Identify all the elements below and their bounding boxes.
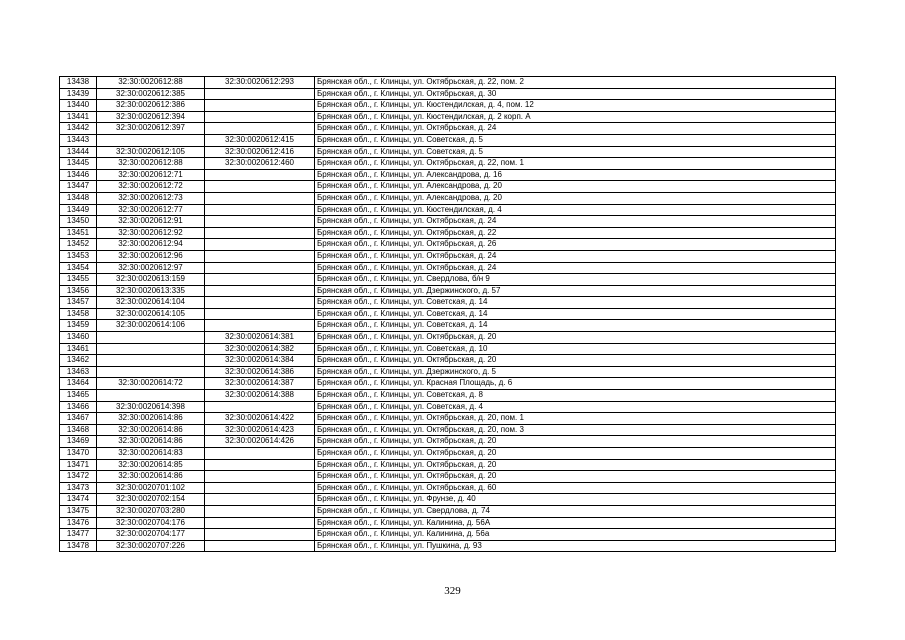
address-cell: Брянская обл., г. Клинцы, ул. Октябрьская, д. 24 — [315, 262, 836, 274]
record-number-cell: 13456 — [60, 285, 97, 297]
record-number-cell: 13469 — [60, 436, 97, 448]
address-cell: Брянская обл., г. Клинцы, ул. Октябрьская, д. 20, пом. 1 — [315, 413, 836, 425]
table-row — [60, 169, 836, 181]
parcel-cadastral-number-cell: 32:30:0020612:94 — [97, 239, 205, 251]
table-row — [60, 123, 836, 135]
table-row — [60, 332, 836, 344]
table-row — [60, 355, 836, 367]
record-number-cell: 13462 — [60, 355, 97, 367]
object-cadastral-number-cell: 32:30:0020614:387 — [205, 378, 315, 390]
table-row — [60, 192, 836, 204]
parcel-cadastral-number-cell: 32:30:0020612:88 — [97, 158, 205, 170]
table-row — [60, 540, 836, 552]
record-number-cell: 13446 — [60, 169, 97, 181]
address-cell: Брянская обл., г. Клинцы, ул. Дзержинского, д. 57 — [315, 285, 836, 297]
parcel-cadastral-number-cell: 32:30:0020707:226 — [97, 540, 205, 552]
record-number-cell: 13460 — [60, 332, 97, 344]
object-cadastral-number-cell: 32:30:0020614:388 — [205, 390, 315, 402]
parcel-cadastral-number-cell: 32:30:0020612:72 — [97, 181, 205, 193]
object-cadastral-number-cell: 32:30:0020614:382 — [205, 343, 315, 355]
table-row — [60, 413, 836, 425]
address-cell: Брянская обл., г. Клинцы, ул. Октябрьская, д. 20 — [315, 332, 836, 344]
address-cell: Брянская обл., г. Клинцы, ул. Александрова, д. 16 — [315, 169, 836, 181]
parcel-cadastral-number-cell: 32:30:0020701:102 — [97, 482, 205, 494]
parcel-cadastral-number-cell: 32:30:0020614:104 — [97, 297, 205, 309]
address-cell: Брянская обл., г. Клинцы, ул. Калинина, д. 56А — [315, 517, 836, 529]
address-cell: Брянская обл., г. Клинцы, ул. Октябрьская, д. 20, пом. 3 — [315, 424, 836, 436]
record-number-cell: 13465 — [60, 390, 97, 402]
object-cadastral-number-cell — [205, 192, 315, 204]
record-number-cell: 13438 — [60, 77, 97, 89]
table-row — [60, 471, 836, 483]
object-cadastral-number-cell — [205, 169, 315, 181]
parcel-cadastral-number-cell: 32:30:0020612:73 — [97, 192, 205, 204]
address-cell: Брянская обл., г. Клинцы, ул. Кюстендилская, д. 2 корп. А — [315, 111, 836, 123]
parcel-cadastral-number-cell: 32:30:0020612:96 — [97, 250, 205, 262]
object-cadastral-number-cell — [205, 448, 315, 460]
table-row — [60, 239, 836, 251]
object-cadastral-number-cell — [205, 401, 315, 413]
object-cadastral-number-cell — [205, 285, 315, 297]
table-row — [60, 517, 836, 529]
parcel-cadastral-number-cell: 32:30:0020704:176 — [97, 517, 205, 529]
address-cell: Брянская обл., г. Клинцы, ул. Октябрьская, д. 22, пом. 1 — [315, 158, 836, 170]
object-cadastral-number-cell — [205, 216, 315, 228]
object-cadastral-number-cell — [205, 494, 315, 506]
parcel-cadastral-number-cell: 32:30:0020612:91 — [97, 216, 205, 228]
address-cell: Брянская обл., г. Клинцы, ул. Октябрьская, д. 26 — [315, 239, 836, 251]
record-number-cell: 13461 — [60, 343, 97, 355]
object-cadastral-number-cell: 32:30:0020614:422 — [205, 413, 315, 425]
object-cadastral-number-cell — [205, 111, 315, 123]
parcel-cadastral-number-cell: 32:30:0020612:385 — [97, 88, 205, 100]
parcel-cadastral-number-cell: 32:30:0020614:83 — [97, 448, 205, 460]
record-number-cell: 13474 — [60, 494, 97, 506]
record-number-cell: 13442 — [60, 123, 97, 135]
address-cell: Брянская обл., г. Клинцы, ул. Советская, д. 5 — [315, 134, 836, 146]
table-row — [60, 297, 836, 309]
record-number-cell: 13455 — [60, 274, 97, 286]
address-cell: Брянская обл., г. Клинцы, ул. Октябрьская, д. 24 — [315, 123, 836, 135]
object-cadastral-number-cell: 32:30:0020614:384 — [205, 355, 315, 367]
address-cell: Брянская обл., г. Клинцы, ул. Октябрьская, д. 20 — [315, 459, 836, 471]
cadastral-table — [59, 76, 836, 552]
table-row — [60, 77, 836, 89]
table-row — [60, 146, 836, 158]
record-number-cell: 13475 — [60, 505, 97, 517]
table-row — [60, 378, 836, 390]
page-number: 329 — [444, 585, 461, 597]
parcel-cadastral-number-cell: 32:30:0020704:177 — [97, 529, 205, 541]
object-cadastral-number-cell — [205, 320, 315, 332]
parcel-cadastral-number-cell: 32:30:0020612:88 — [97, 77, 205, 89]
parcel-cadastral-number-cell: 32:30:0020612:386 — [97, 100, 205, 112]
object-cadastral-number-cell — [205, 262, 315, 274]
table-row — [60, 274, 836, 286]
address-cell: Брянская обл., г. Клинцы, ул. Октябрьская, д. 22 — [315, 227, 836, 239]
object-cadastral-number-cell — [205, 308, 315, 320]
table-row — [60, 250, 836, 262]
record-number-cell: 13471 — [60, 459, 97, 471]
object-cadastral-number-cell: 32:30:0020612:460 — [205, 158, 315, 170]
table-row — [60, 424, 836, 436]
table-row — [60, 401, 836, 413]
object-cadastral-number-cell — [205, 297, 315, 309]
record-number-cell: 13445 — [60, 158, 97, 170]
table-body — [60, 77, 836, 552]
parcel-cadastral-number-cell: 32:30:0020613:335 — [97, 285, 205, 297]
parcel-cadastral-number-cell: 32:30:0020612:71 — [97, 169, 205, 181]
table-row — [60, 100, 836, 112]
address-cell: Брянская обл., г. Клинцы, ул. Свердлова, б/н 9 — [315, 274, 836, 286]
object-cadastral-number-cell: 32:30:0020614:423 — [205, 424, 315, 436]
parcel-cadastral-number-cell: 32:30:0020614:105 — [97, 308, 205, 320]
address-cell: Брянская обл., г. Клинцы, ул. Октябрьская, д. 60 — [315, 482, 836, 494]
record-number-cell: 13453 — [60, 250, 97, 262]
parcel-cadastral-number-cell — [97, 343, 205, 355]
table-row — [60, 390, 836, 402]
record-number-cell: 13463 — [60, 366, 97, 378]
record-number-cell: 13472 — [60, 471, 97, 483]
table-row — [60, 505, 836, 517]
record-number-cell: 13444 — [60, 146, 97, 158]
record-number-cell: 13477 — [60, 529, 97, 541]
table-row — [60, 448, 836, 460]
record-number-cell: 13447 — [60, 181, 97, 193]
address-cell: Брянская обл., г. Клинцы, ул. Советская, д. 14 — [315, 308, 836, 320]
record-number-cell: 13440 — [60, 100, 97, 112]
object-cadastral-number-cell — [205, 471, 315, 483]
parcel-cadastral-number-cell: 32:30:0020614:86 — [97, 424, 205, 436]
table-row — [60, 436, 836, 448]
parcel-cadastral-number-cell: 32:30:0020702:154 — [97, 494, 205, 506]
address-cell: Брянская обл., г. Клинцы, ул. Александрова, д. 20 — [315, 192, 836, 204]
object-cadastral-number-cell — [205, 204, 315, 216]
record-number-cell: 13441 — [60, 111, 97, 123]
address-cell: Брянская обл., г. Клинцы, ул. Кюстендилская, д. 4 — [315, 204, 836, 216]
object-cadastral-number-cell — [205, 482, 315, 494]
parcel-cadastral-number-cell — [97, 134, 205, 146]
table-row — [60, 320, 836, 332]
parcel-cadastral-number-cell: 32:30:0020613:159 — [97, 274, 205, 286]
address-cell: Брянская обл., г. Клинцы, ул. Пушкина, д. 93 — [315, 540, 836, 552]
parcel-cadastral-number-cell: 32:30:0020612:394 — [97, 111, 205, 123]
object-cadastral-number-cell — [205, 459, 315, 471]
record-number-cell: 13476 — [60, 517, 97, 529]
address-cell: Брянская обл., г. Клинцы, ул. Советская, д. 10 — [315, 343, 836, 355]
object-cadastral-number-cell: 32:30:0020612:416 — [205, 146, 315, 158]
record-number-cell: 13473 — [60, 482, 97, 494]
object-cadastral-number-cell — [205, 250, 315, 262]
parcel-cadastral-number-cell — [97, 366, 205, 378]
address-cell: Брянская обл., г. Клинцы, ул. Октябрьская, д. 24 — [315, 216, 836, 228]
record-number-cell: 13452 — [60, 239, 97, 251]
object-cadastral-number-cell — [205, 88, 315, 100]
table-row — [60, 158, 836, 170]
object-cadastral-number-cell — [205, 227, 315, 239]
record-number-cell: 13467 — [60, 413, 97, 425]
record-number-cell: 13439 — [60, 88, 97, 100]
object-cadastral-number-cell: 32:30:0020614:386 — [205, 366, 315, 378]
table-row — [60, 111, 836, 123]
address-cell: Брянская обл., г. Клинцы, ул. Советская, д. 14 — [315, 320, 836, 332]
parcel-cadastral-number-cell: 32:30:0020612:97 — [97, 262, 205, 274]
record-number-cell: 13464 — [60, 378, 97, 390]
parcel-cadastral-number-cell: 32:30:0020614:86 — [97, 471, 205, 483]
parcel-cadastral-number-cell: 32:30:0020614:86 — [97, 436, 205, 448]
table-row — [60, 134, 836, 146]
table-row — [60, 366, 836, 378]
parcel-cadastral-number-cell: 32:30:0020703:280 — [97, 505, 205, 517]
parcel-cadastral-number-cell: 32:30:0020612:92 — [97, 227, 205, 239]
object-cadastral-number-cell — [205, 274, 315, 286]
record-number-cell: 13470 — [60, 448, 97, 460]
address-cell: Брянская обл., г. Клинцы, ул. Октябрьская, д. 30 — [315, 88, 836, 100]
address-cell: Брянская обл., г. Клинцы, ул. Дзержинского, д. 5 — [315, 366, 836, 378]
table-row — [60, 494, 836, 506]
table-row — [60, 308, 836, 320]
record-number-cell: 13454 — [60, 262, 97, 274]
address-cell: Брянская обл., г. Клинцы, ул. Октябрьская, д. 20 — [315, 355, 836, 367]
table-row — [60, 204, 836, 216]
parcel-cadastral-number-cell — [97, 355, 205, 367]
record-number-cell: 13466 — [60, 401, 97, 413]
table-row — [60, 343, 836, 355]
record-number-cell: 13450 — [60, 216, 97, 228]
record-number-cell: 13449 — [60, 204, 97, 216]
address-cell: Брянская обл., г. Клинцы, ул. Фрунзе, д. 40 — [315, 494, 836, 506]
table-row — [60, 459, 836, 471]
parcel-cadastral-number-cell — [97, 332, 205, 344]
parcel-cadastral-number-cell: 32:30:0020614:398 — [97, 401, 205, 413]
parcel-cadastral-number-cell: 32:30:0020612:77 — [97, 204, 205, 216]
address-cell: Брянская обл., г. Клинцы, ул. Октябрьская, д. 22, пом. 2 — [315, 77, 836, 89]
record-number-cell: 13458 — [60, 308, 97, 320]
object-cadastral-number-cell: 32:30:0020612:415 — [205, 134, 315, 146]
record-number-cell: 13468 — [60, 424, 97, 436]
record-number-cell: 13457 — [60, 297, 97, 309]
table-row — [60, 482, 836, 494]
record-number-cell: 13478 — [60, 540, 97, 552]
parcel-cadastral-number-cell — [97, 390, 205, 402]
table-row — [60, 529, 836, 541]
parcel-cadastral-number-cell: 32:30:0020614:106 — [97, 320, 205, 332]
address-cell: Брянская обл., г. Клинцы, ул. Советская, д. 8 — [315, 390, 836, 402]
object-cadastral-number-cell: 32:30:0020614:381 — [205, 332, 315, 344]
address-cell: Брянская обл., г. Клинцы, ул. Калинина, д. 56а — [315, 529, 836, 541]
address-cell: Брянская обл., г. Клинцы, ул. Октябрьская, д. 20 — [315, 448, 836, 460]
address-cell: Брянская обл., г. Клинцы, ул. Кюстендилская, д. 4, пом. 12 — [315, 100, 836, 112]
table-row — [60, 216, 836, 228]
parcel-cadastral-number-cell: 32:30:0020614:85 — [97, 459, 205, 471]
address-cell: Брянская обл., г. Клинцы, ул. Красная Площадь, д. 6 — [315, 378, 836, 390]
parcel-cadastral-number-cell: 32:30:0020612:105 — [97, 146, 205, 158]
object-cadastral-number-cell — [205, 517, 315, 529]
table-row — [60, 181, 836, 193]
object-cadastral-number-cell — [205, 239, 315, 251]
object-cadastral-number-cell — [205, 529, 315, 541]
record-number-cell: 13451 — [60, 227, 97, 239]
object-cadastral-number-cell: 32:30:0020614:426 — [205, 436, 315, 448]
address-cell: Брянская обл., г. Клинцы, ул. Октябрьская, д. 24 — [315, 250, 836, 262]
address-cell: Брянская обл., г. Клинцы, ул. Советская, д. 14 — [315, 297, 836, 309]
parcel-cadastral-number-cell: 32:30:0020612:397 — [97, 123, 205, 135]
parcel-cadastral-number-cell: 32:30:0020614:86 — [97, 413, 205, 425]
object-cadastral-number-cell — [205, 123, 315, 135]
address-cell: Брянская обл., г. Клинцы, ул. Советская, д. 5 — [315, 146, 836, 158]
object-cadastral-number-cell — [205, 505, 315, 517]
address-cell: Брянская обл., г. Клинцы, ул. Советская, д. 4 — [315, 401, 836, 413]
table-row — [60, 262, 836, 274]
table-row — [60, 285, 836, 297]
record-number-cell: 13448 — [60, 192, 97, 204]
object-cadastral-number-cell — [205, 100, 315, 112]
address-cell: Брянская обл., г. Клинцы, ул. Октябрьская, д. 20 — [315, 436, 836, 448]
address-cell: Брянская обл., г. Клинцы, ул. Свердлова, д. 74 — [315, 505, 836, 517]
record-number-cell: 13443 — [60, 134, 97, 146]
table-row — [60, 88, 836, 100]
record-number-cell: 13459 — [60, 320, 97, 332]
object-cadastral-number-cell — [205, 540, 315, 552]
table-row — [60, 227, 836, 239]
object-cadastral-number-cell: 32:30:0020612:293 — [205, 77, 315, 89]
address-cell: Брянская обл., г. Клинцы, ул. Октябрьская, д. 20 — [315, 471, 836, 483]
object-cadastral-number-cell — [205, 181, 315, 193]
address-cell: Брянская обл., г. Клинцы, ул. Александрова, д. 20 — [315, 181, 836, 193]
parcel-cadastral-number-cell: 32:30:0020614:72 — [97, 378, 205, 390]
